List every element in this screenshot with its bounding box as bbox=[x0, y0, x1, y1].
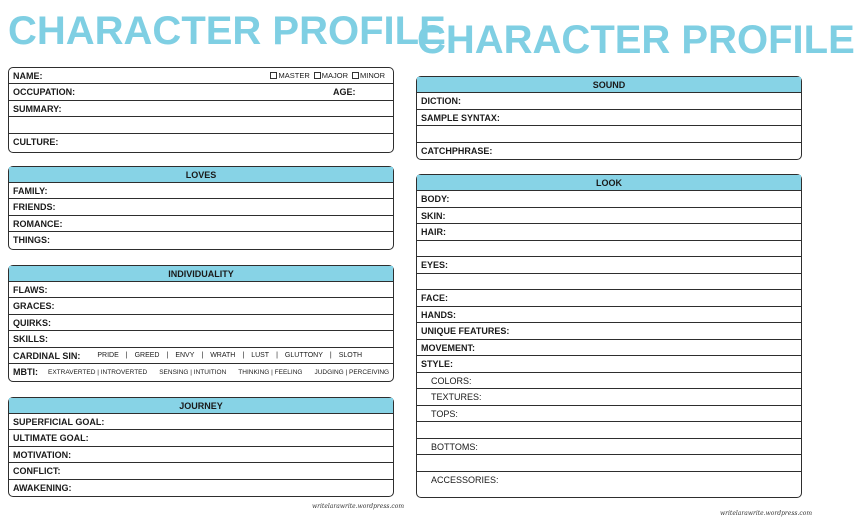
mbti-field bbox=[9, 364, 393, 380]
master-label: MASTER bbox=[278, 71, 310, 80]
minor-checkbox[interactable] bbox=[352, 72, 359, 79]
mbti-label: MBTI: bbox=[13, 367, 38, 377]
movement-label: MOVEMENT: bbox=[421, 342, 475, 353]
motivation-label: MOTIVATION: bbox=[13, 449, 72, 460]
sample-syntax-label: SAMPLE SYNTAX: bbox=[421, 112, 500, 123]
summary-field[interactable] bbox=[9, 101, 393, 117]
style-label: STYLE: bbox=[421, 359, 454, 369]
superficial-goal-field[interactable] bbox=[9, 414, 393, 430]
accessories-label: ACCESSORIES: bbox=[431, 475, 499, 485]
individuality-header: INDIVIDUALITY bbox=[9, 266, 393, 282]
hair-field[interactable] bbox=[417, 224, 801, 241]
basics-section bbox=[8, 67, 394, 153]
right-footer-credit: writelarawrite.wordpress.com bbox=[720, 510, 813, 517]
colors-field[interactable] bbox=[417, 373, 801, 389]
name-label: NAME: bbox=[13, 70, 43, 81]
cardinal-sin-options: PRIDE | GREED | ENVY | WRATH | LUST | GLUTTONY | SLOTH bbox=[97, 352, 363, 359]
friends-field[interactable] bbox=[9, 199, 393, 216]
romance-field[interactable] bbox=[9, 216, 393, 232]
sound-header: SOUND bbox=[417, 77, 801, 93]
look-section bbox=[416, 174, 802, 498]
eyes-label: EYES: bbox=[421, 260, 449, 270]
superficial-goal-label: SUPERFICIAL GOAL: bbox=[13, 416, 105, 427]
look-header: LOOK bbox=[417, 175, 801, 191]
family-field[interactable] bbox=[9, 183, 393, 199]
sound-section bbox=[416, 76, 802, 160]
mbti-option[interactable]: EXTRAVERTED | INTROVERTED bbox=[48, 368, 148, 376]
occupation-label: OCCUPATION: bbox=[13, 87, 76, 97]
bottoms-label: BOTTOMS: bbox=[431, 441, 478, 452]
name-field[interactable] bbox=[9, 68, 393, 84]
flaws-field[interactable] bbox=[9, 282, 393, 298]
quirks-label: QUIRKS: bbox=[13, 317, 51, 328]
minor-label: MINOR bbox=[360, 71, 385, 80]
eyes-extra-line[interactable] bbox=[417, 274, 801, 290]
skills-field[interactable] bbox=[9, 331, 393, 348]
sin-option[interactable]: SLOTH bbox=[338, 352, 363, 359]
sin-option[interactable]: WRATH bbox=[210, 352, 236, 359]
hair-extra-line[interactable] bbox=[417, 241, 801, 257]
face-field[interactable] bbox=[417, 290, 801, 307]
things-label: THINGS: bbox=[13, 235, 50, 245]
style-field bbox=[417, 356, 801, 373]
skin-label: SKIN: bbox=[421, 210, 446, 221]
flaws-label: FLAWS: bbox=[13, 284, 48, 295]
hands-field[interactable] bbox=[417, 307, 801, 323]
role-minor-option[interactable] bbox=[352, 71, 385, 80]
mbti-option[interactable]: JUDGING | PERCEIVING bbox=[314, 368, 390, 376]
awakening-field[interactable] bbox=[9, 480, 393, 496]
unique-features-label: UNIQUE FEATURES: bbox=[421, 326, 510, 336]
cardinal-sin-label: CARDINAL SIN: bbox=[13, 350, 81, 361]
sin-option[interactable]: PRIDE bbox=[97, 352, 119, 359]
ultimate-goal-field[interactable] bbox=[9, 430, 393, 447]
tops-extra-line[interactable] bbox=[417, 422, 801, 439]
skills-label: SKILLS: bbox=[13, 334, 48, 344]
awakening-label: AWAKENING: bbox=[13, 483, 72, 493]
summary-extra-line[interactable] bbox=[9, 117, 393, 134]
role-major-option[interactable] bbox=[314, 71, 348, 80]
culture-field[interactable] bbox=[9, 134, 393, 150]
journey-section bbox=[8, 397, 394, 497]
left-page-title: CHARACTER PROFILE bbox=[8, 9, 446, 53]
ultimate-goal-label: ULTIMATE GOAL: bbox=[13, 433, 89, 443]
role-master-option[interactable] bbox=[270, 71, 309, 80]
left-footer-credit: writelarawrite.wordpress.com bbox=[312, 503, 405, 510]
diction-field[interactable] bbox=[417, 93, 801, 110]
major-label: MAJOR bbox=[321, 71, 348, 80]
textures-field[interactable] bbox=[417, 389, 801, 406]
body-field[interactable] bbox=[417, 191, 801, 208]
skin-field[interactable] bbox=[417, 208, 801, 224]
major-checkbox[interactable] bbox=[314, 72, 321, 79]
summary-label: SUMMARY: bbox=[13, 103, 62, 114]
master-checkbox[interactable] bbox=[270, 72, 277, 79]
culture-label: CULTURE: bbox=[13, 137, 59, 147]
body-label: BODY: bbox=[421, 194, 450, 204]
family-label: FAMILY: bbox=[13, 185, 48, 196]
conflict-field[interactable] bbox=[9, 463, 393, 480]
catchphrase-field[interactable] bbox=[417, 143, 801, 159]
sin-option[interactable]: GLUTTONY bbox=[284, 352, 323, 359]
occupation-field[interactable] bbox=[9, 84, 393, 101]
textures-label: TEXTURES: bbox=[431, 392, 482, 402]
individuality-section bbox=[8, 265, 394, 382]
diction-label: DICTION: bbox=[421, 96, 461, 106]
right-page-title: CHARACTER PROFILE bbox=[417, 18, 855, 62]
mbti-option[interactable]: THINKING | FEELING bbox=[238, 368, 303, 376]
loves-header: LOVES bbox=[9, 167, 393, 183]
unique-features-field[interactable] bbox=[417, 323, 801, 340]
graces-field[interactable] bbox=[9, 298, 393, 315]
cardinal-sin-field bbox=[9, 348, 393, 364]
quirks-field[interactable] bbox=[9, 315, 393, 331]
accessories-field[interactable] bbox=[417, 472, 801, 488]
graces-label: GRACES: bbox=[13, 301, 55, 311]
mbti-option[interactable]: SENSING | INTUITION bbox=[159, 368, 227, 376]
romance-label: ROMANCE: bbox=[13, 218, 63, 229]
loves-section bbox=[8, 166, 394, 250]
face-label: FACE: bbox=[421, 293, 448, 303]
conflict-label: CONFLICT: bbox=[13, 466, 61, 476]
hands-label: HANDS: bbox=[421, 309, 456, 320]
colors-label: COLORS: bbox=[431, 375, 472, 386]
hair-label: HAIR: bbox=[421, 227, 446, 237]
movement-field[interactable] bbox=[417, 340, 801, 356]
age-label: AGE: bbox=[333, 87, 356, 97]
journey-header: JOURNEY bbox=[9, 398, 393, 414]
tops-field[interactable] bbox=[417, 406, 801, 422]
motivation-field[interactable] bbox=[9, 447, 393, 463]
sin-option[interactable]: GREED bbox=[134, 352, 160, 359]
eyes-field[interactable] bbox=[417, 257, 801, 274]
sample-syntax-field[interactable] bbox=[417, 110, 801, 126]
sin-option[interactable]: LUST bbox=[251, 352, 270, 359]
role-options bbox=[270, 68, 385, 83]
sample-syntax-extra-line[interactable] bbox=[417, 126, 801, 143]
things-field[interactable] bbox=[9, 232, 393, 248]
bottoms-extra-line[interactable] bbox=[417, 455, 801, 472]
sin-option[interactable]: ENVY bbox=[175, 352, 195, 359]
catchphrase-label: CATCHPHRASE: bbox=[421, 146, 493, 156]
bottoms-field[interactable] bbox=[417, 439, 801, 455]
mbti-options bbox=[48, 369, 389, 376]
friends-label: FRIENDS: bbox=[13, 202, 56, 212]
tops-label: TOPS: bbox=[431, 408, 458, 419]
